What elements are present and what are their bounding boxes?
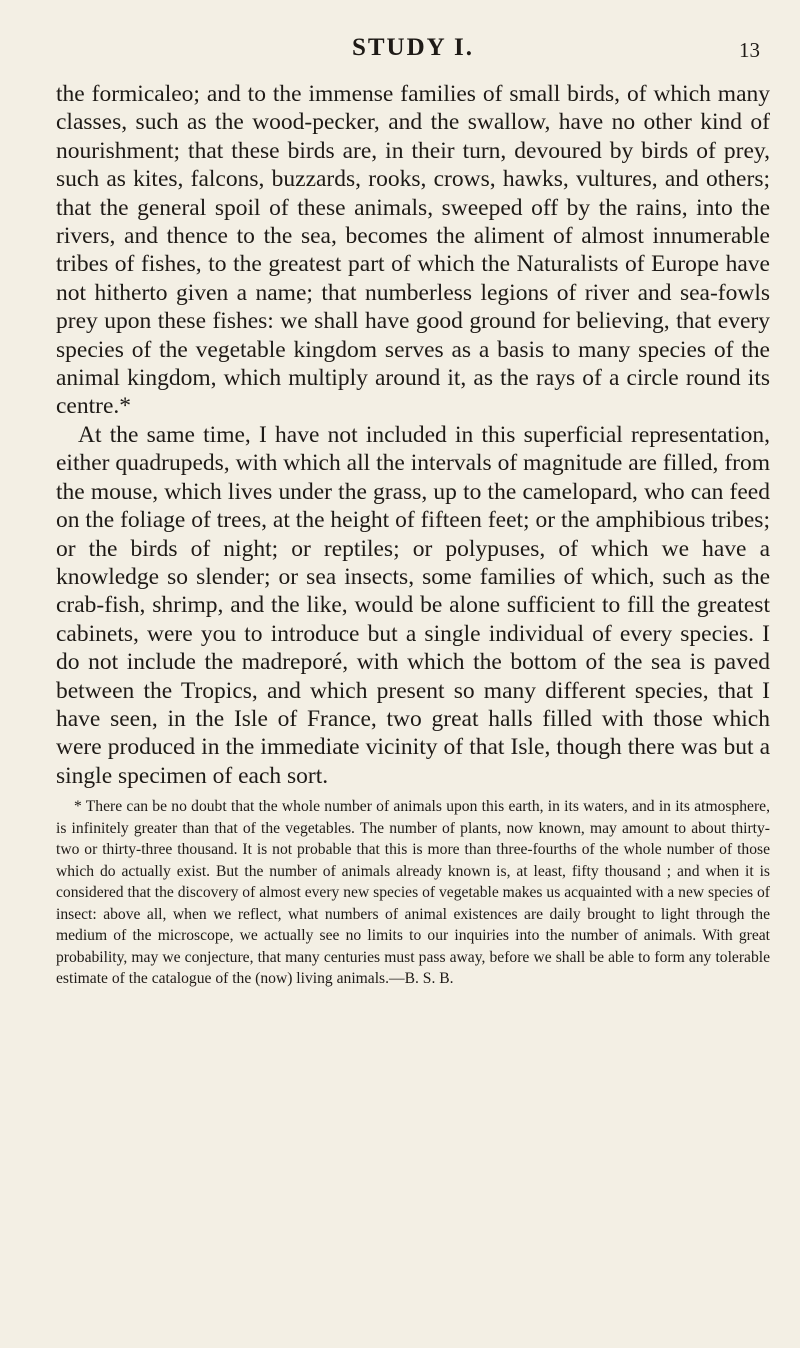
page-number: 13 — [739, 38, 760, 62]
paragraph: At the same time, I have not included in this superficial representation, either quadrupeds, with which all the intervals of magnitude are filled, from the mouse, which lives under the grass, up to the camelopard, who can feed on the foliage of trees, at the height of fifteen feet; or the amphibious tribes; or the birds of night; or reptiles; or polypuses, of which we have a knowledge so slender; or sea insects, some families of which, such as the crab-fish, shrimp, and the like, would be alone sufficient to fill the greatest cabinets, were you to introduce but a single individual of every species. I do not include the madreporé, with which the bottom of the sea is paved between the Tropics, and which present so many different species, that I have seen, in the Isle of France, two great halls filled with those which were produced in the immediate vicinity of that Isle, though there was but a single specimen of each sort. — [56, 421, 770, 789]
running-head — [56, 34, 770, 80]
main-text — [56, 80, 770, 790]
footnote-text: * There can be no doubt that the whole number of animals upon this earth, in its waters, and in its atmosphere, is infinitely greater than that of the vegetables. The number of plants, now known, may amount to about thirty-two or thirty-three thousand. It is not probable that this is more than three-fourths of the whole number of those which do actually exist. But the number of animals already known is, at least, fifty thousand ; and when it is considered that the discovery of almost every new species of vegetable makes us acquainted with a new species of insect: above all, when we reflect, what numbers of animal existences are daily brought to light through the medium of the microscope, we actually see no limits to our inquiries into the number of animals. With great probability, may we conjecture, that many centuries must pass away, before we shall be able to form any tolerable estimate of the catalogue of the (now) living animals.—B. S. B. — [56, 798, 770, 988]
footnote — [56, 796, 770, 990]
running-title: STUDY I. — [351, 34, 475, 61]
paragraph-continuation: the formicaleo; and to the immense families of small birds, of which many classes, such as the wood-pecker, and the swallow, have no other kind of nourishment; that these birds are, in their turn, devoured by birds of prey, such as kites, falcons, buzzards, rooks, crows, hawks, vultures, and others; that the general spoil of these animals, sweeped off by the rains, into the rivers, and thence to the sea, becomes the aliment of almost innumerable tribes of fishes, to the greatest part of which the Naturalists of Europe have not hitherto given a name; that numberless legions of river and sea-fowls prey upon these fishes: we shall have good ground for believing, that every species of the vegetable kingdom serves as a basis to many species of the animal kingdom, which multiply around it, as the rays of a circle round its centre.* — [56, 81, 770, 420]
